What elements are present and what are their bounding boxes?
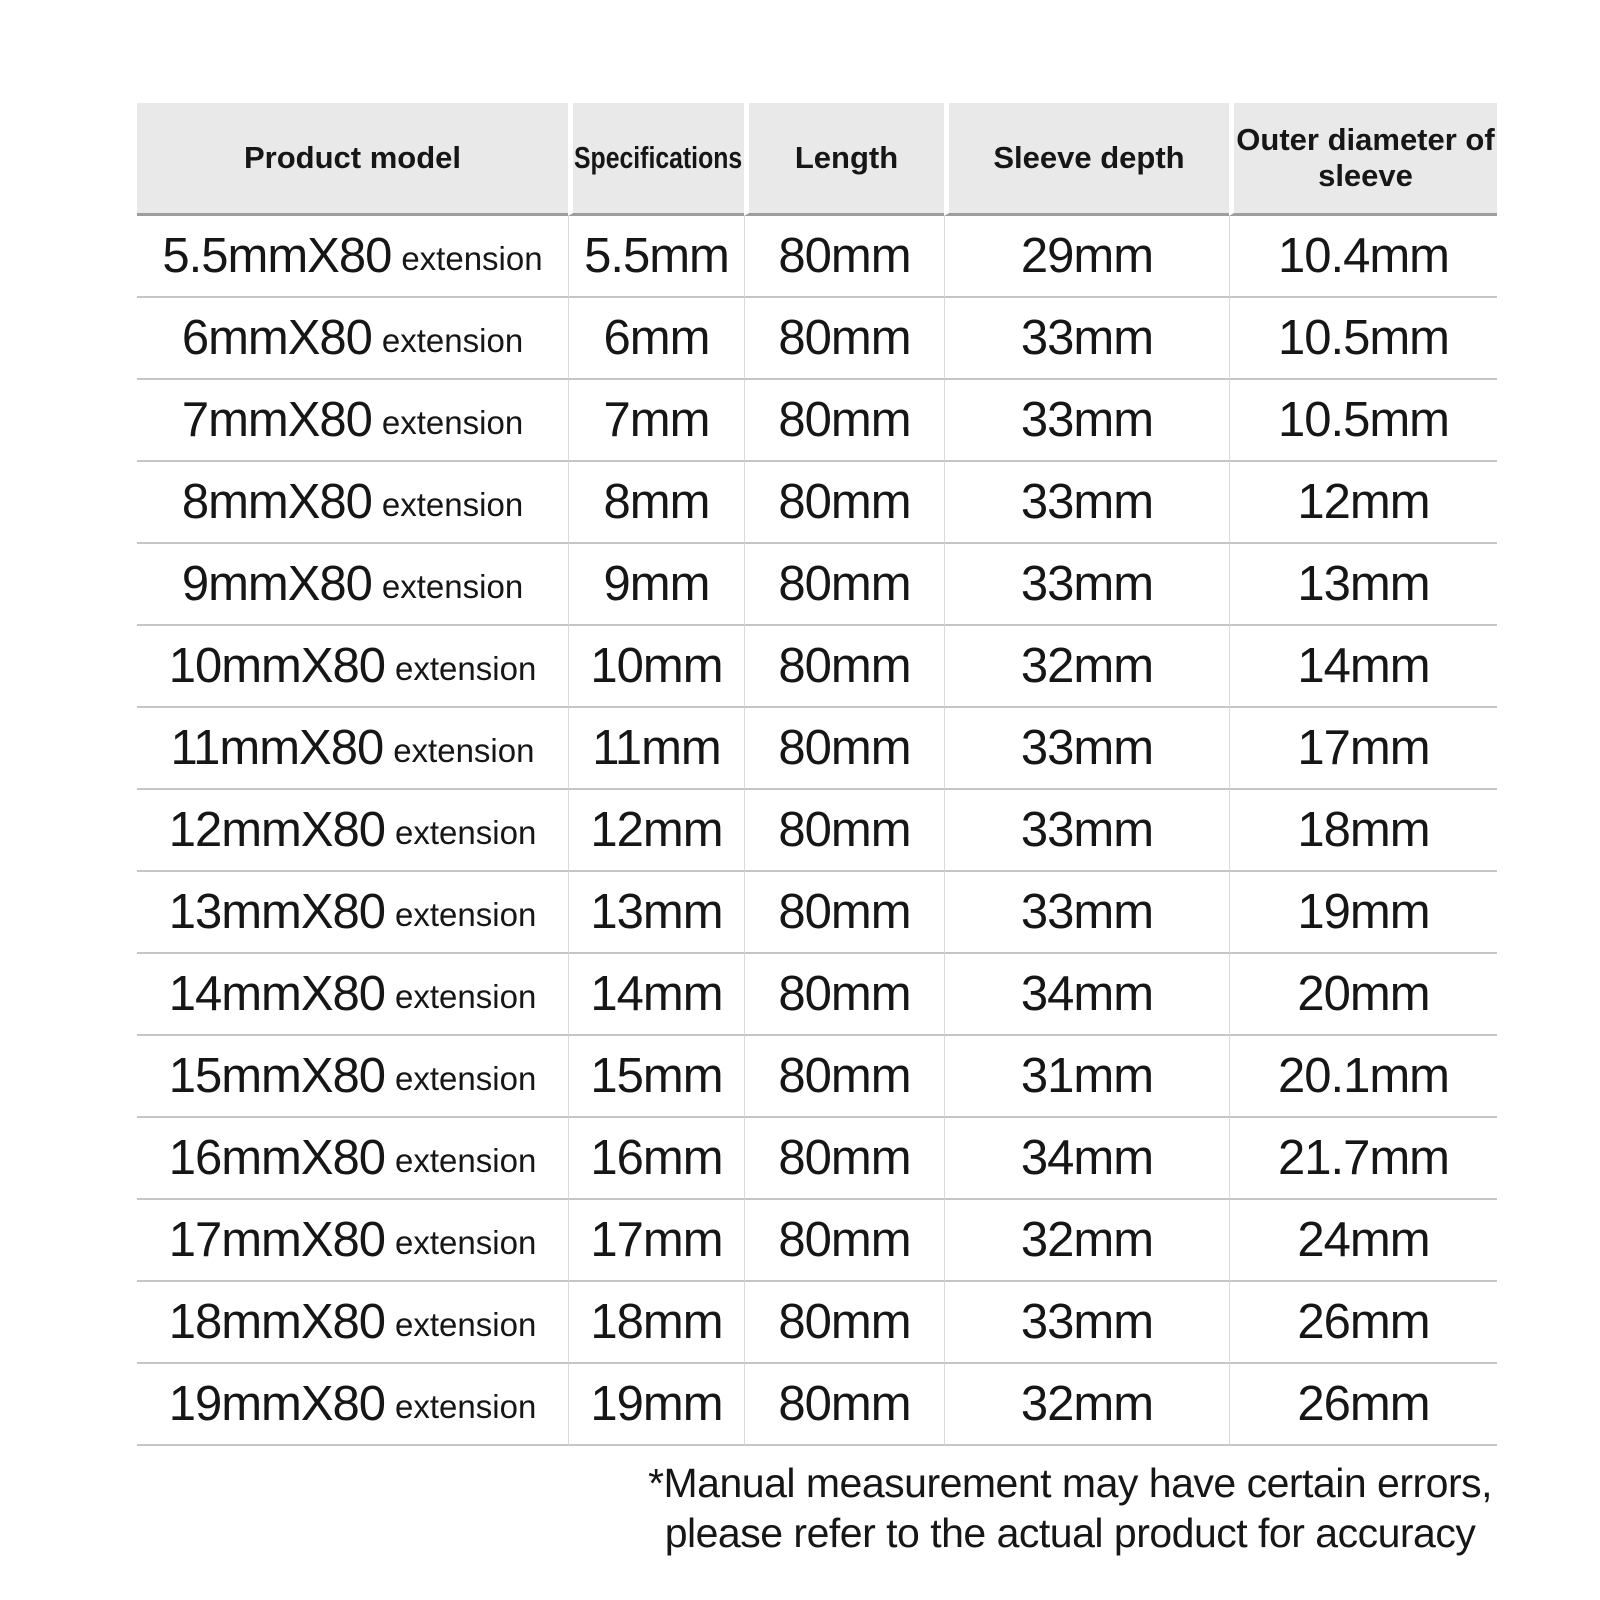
cell-sleeve-depth: 33mm	[944, 872, 1229, 954]
cell-product-model	[137, 1036, 568, 1118]
model-suffix-text: extension	[381, 404, 524, 441]
cell-length: 80mm	[744, 1364, 944, 1446]
header-outer-diameter-label: Outer diameter of sleeve	[1236, 122, 1495, 193]
cell-length: 80mm	[744, 544, 944, 626]
model-size-text: 16mmX80	[168, 1131, 386, 1185]
cell-outer-diameter: 18mm	[1229, 790, 1497, 872]
cell-outer-diameter: 20mm	[1229, 954, 1497, 1036]
model-suffix-text: extension	[395, 896, 537, 933]
model-suffix-text: extension	[395, 1142, 537, 1179]
cell-specifications: 14mm	[568, 954, 744, 1036]
cell-specifications: 5.5mm	[568, 216, 744, 298]
cell-outer-diameter: 12mm	[1229, 462, 1497, 544]
model-size-text: 17mmX80	[168, 1213, 386, 1267]
cell-outer-diameter: 10.4mm	[1229, 216, 1497, 298]
header-length-label: Length	[794, 140, 899, 176]
cell-length: 80mm	[744, 626, 944, 708]
model-suffix-text: extension	[395, 1306, 537, 1343]
cell-sleeve-depth: 33mm	[944, 462, 1229, 544]
cell-outer-diameter: 14mm	[1229, 626, 1497, 708]
model-suffix-text: extension	[393, 732, 535, 769]
cell-sleeve-depth: 33mm	[944, 708, 1229, 790]
footnote-line1: *Manual measurement may have certain errors,	[648, 1459, 1492, 1506]
header-specifications	[568, 103, 744, 216]
model-size-text: 12mmX80	[168, 803, 386, 857]
cell-product-model	[137, 626, 568, 708]
model-size-text: 11mmX80	[170, 721, 384, 775]
model-size-text: 19mmX80	[168, 1377, 386, 1431]
cell-length: 80mm	[744, 380, 944, 462]
header-length	[744, 103, 944, 216]
model-size-text: 15mmX80	[168, 1049, 386, 1103]
model-size-text: 14mmX80	[168, 967, 386, 1021]
cell-product-model	[137, 1118, 568, 1200]
cell-sleeve-depth: 33mm	[944, 790, 1229, 872]
cell-length: 80mm	[744, 1200, 944, 1282]
cell-outer-diameter: 20.1mm	[1229, 1036, 1497, 1118]
cell-product-model	[137, 872, 568, 954]
model-suffix-text: extension	[395, 978, 537, 1015]
cell-product-model	[137, 298, 568, 380]
model-suffix-text: extension	[381, 322, 524, 359]
cell-outer-diameter: 24mm	[1229, 1200, 1497, 1282]
model-size-text: 13mmX80	[168, 885, 386, 939]
model-size-text: 8mmX80	[181, 475, 372, 529]
cell-specifications: 9mm	[568, 544, 744, 626]
cell-length: 80mm	[744, 954, 944, 1036]
cell-sleeve-depth: 34mm	[944, 954, 1229, 1036]
model-suffix-text: extension	[395, 1060, 537, 1097]
cell-specifications: 18mm	[568, 1282, 744, 1364]
model-size-text: 5.5mmX80	[162, 229, 392, 283]
cell-specifications: 19mm	[568, 1364, 744, 1446]
model-suffix-text: extension	[395, 1224, 537, 1261]
model-suffix-text: extension	[381, 486, 524, 523]
cell-length: 80mm	[744, 708, 944, 790]
cell-sleeve-depth: 33mm	[944, 544, 1229, 626]
header-sleeve-depth	[944, 103, 1229, 216]
model-size-text: 7mmX80	[181, 393, 372, 447]
header-sleeve-depth-label: Sleeve depth	[993, 140, 1185, 176]
cell-outer-diameter: 21.7mm	[1229, 1118, 1497, 1200]
cell-product-model	[137, 1364, 568, 1446]
header-product-model	[137, 103, 568, 216]
footnote	[648, 1458, 1492, 1558]
model-suffix-text: extension	[395, 1388, 537, 1425]
cell-sleeve-depth: 32mm	[944, 1364, 1229, 1446]
cell-product-model	[137, 216, 568, 298]
spec-table	[137, 103, 1497, 1446]
cell-length: 80mm	[744, 790, 944, 872]
model-size-text: 18mmX80	[168, 1295, 386, 1349]
cell-length: 80mm	[744, 872, 944, 954]
header-product-model-label: Product model	[243, 140, 461, 176]
cell-sleeve-depth: 34mm	[944, 1118, 1229, 1200]
cell-specifications: 13mm	[568, 872, 744, 954]
cell-product-model	[137, 1282, 568, 1364]
cell-outer-diameter: 19mm	[1229, 872, 1497, 954]
cell-sleeve-depth: 32mm	[944, 1200, 1229, 1282]
cell-specifications: 8mm	[568, 462, 744, 544]
cell-outer-diameter: 26mm	[1229, 1364, 1497, 1446]
cell-outer-diameter: 17mm	[1229, 708, 1497, 790]
header-specifications-label: Specifications	[574, 140, 743, 176]
cell-product-model	[137, 708, 568, 790]
cell-specifications: 15mm	[568, 1036, 744, 1118]
cell-sleeve-depth: 33mm	[944, 298, 1229, 380]
cell-outer-diameter: 26mm	[1229, 1282, 1497, 1364]
model-suffix-text: extension	[395, 650, 537, 687]
cell-length: 80mm	[744, 216, 944, 298]
cell-specifications: 12mm	[568, 790, 744, 872]
cell-product-model	[137, 954, 568, 1036]
cell-sleeve-depth: 33mm	[944, 380, 1229, 462]
cell-specifications: 10mm	[568, 626, 744, 708]
cell-specifications: 7mm	[568, 380, 744, 462]
cell-length: 80mm	[744, 1282, 944, 1364]
model-size-text: 9mmX80	[181, 557, 372, 611]
header-outer-diameter	[1229, 103, 1497, 216]
cell-specifications: 17mm	[568, 1200, 744, 1282]
model-suffix-text: extension	[401, 240, 543, 277]
cell-specifications: 6mm	[568, 298, 744, 380]
cell-sleeve-depth: 33mm	[944, 1282, 1229, 1364]
cell-specifications: 16mm	[568, 1118, 744, 1200]
cell-product-model	[137, 544, 568, 626]
cell-sleeve-depth: 31mm	[944, 1036, 1229, 1118]
cell-outer-diameter: 10.5mm	[1229, 298, 1497, 380]
cell-product-model	[137, 1200, 568, 1282]
cell-sleeve-depth: 29mm	[944, 216, 1229, 298]
model-size-text: 6mmX80	[181, 311, 372, 365]
cell-product-model	[137, 790, 568, 872]
cell-length: 80mm	[744, 1036, 944, 1118]
cell-sleeve-depth: 32mm	[944, 626, 1229, 708]
cell-length: 80mm	[744, 1118, 944, 1200]
cell-product-model	[137, 380, 568, 462]
model-suffix-text: extension	[381, 568, 524, 605]
cell-length: 80mm	[744, 462, 944, 544]
cell-specifications: 11mm	[568, 708, 744, 790]
footnote-line2: please refer to the actual product for accuracy	[664, 1509, 1476, 1556]
model-size-text: 10mmX80	[168, 639, 386, 693]
cell-product-model	[137, 462, 568, 544]
cell-length: 80mm	[744, 298, 944, 380]
cell-outer-diameter: 13mm	[1229, 544, 1497, 626]
cell-outer-diameter: 10.5mm	[1229, 380, 1497, 462]
model-suffix-text: extension	[395, 814, 537, 851]
